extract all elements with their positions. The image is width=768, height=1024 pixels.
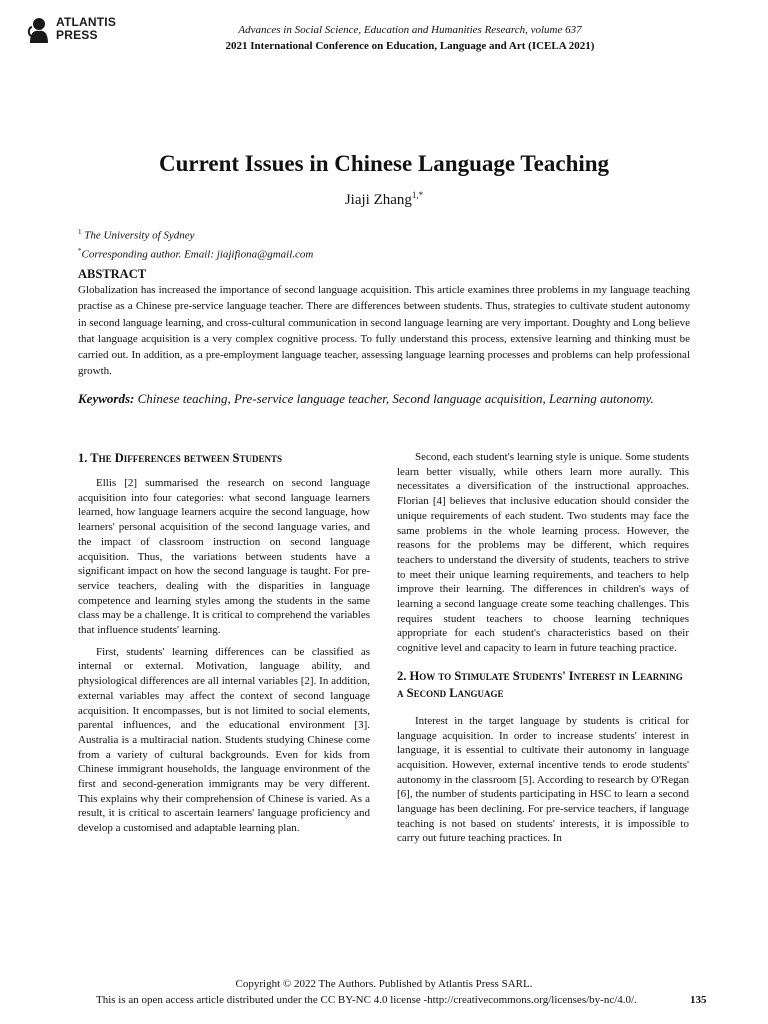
atlas-figure-icon [26,16,52,44]
section1-paragraph-1: Ellis [2] summarised the research on second language acquisition into four categories: what second language learners learned, how language learners acquire the second language, how learners' personal acquisition of the second language varies, and the impact of classroom instruction on second language acquisition. Thus, the variations between students have a significant impact on how the second language is taught. For pre-service teachers, dealing with the disparities in language competence and learning styles among the students in the same class may be a challenge. It is critical to comprehend the variables that influence students' learning. [78,477,370,637]
series-header: Advances in Social Science, Education and Humanities Research, volume 637 [238,24,582,36]
corresponding-line [78,244,313,263]
abstract-heading: ABSTRACT [78,267,147,281]
corresponding-text: Corresponding author. Email: jiajifiona@gmail.com [81,248,314,261]
section1-heading-text: 1. The Differences between Students [78,451,283,465]
section2-paragraph-1: Interest in the target language by students is critical for language acquisition. In order to increase students' interest in language, it is essential to cultivate their autonomy in language acquisition. However, external incentive tends to erode students' autonomy in the classroom [5]. According to research by O'Regan [6], the number of students participating in HSC to learn a second language has been declining. For pre-service teachers, if language teaching is not based on students' interests, it is impossible to carry out future teaching practices. In [397,714,689,845]
author-sup: 1,* [411,190,424,200]
page-number: 135 [690,994,707,1006]
keywords [78,391,690,407]
logo-text-line1: ATLANTIS [56,15,117,29]
section1-paragraph-2: First, students' learning differences can be classified as internal or external. Motivation, language ability, and physiological differences are all internal variables [2]. In addition, external variables may affect the context of second language acquisition. It encompasses, but is not limited to social elements, parental influences, and the educational environment [3]. Australia is a multiracial nation. Students studying Chinese come from a variety of cultural backgrounds. Even for kids from Chinese immigrant households, the language environment of the first and second-generation immigrants may be very different. This explains why their comprehension of Chinese is varied. As a result, it is critical to ascertain learners' language proficiency and develop a customised and adaptable learning plan. [78,645,370,835]
affiliations [78,225,313,262]
publisher-logo [26,16,126,46]
affiliation-line [78,225,313,244]
section1-heading [78,450,370,467]
section2-heading-text: 2. How to Stimulate Students' Interest in Learning a Second Language [397,668,683,700]
section1-paragraph-3: Second, each student's learning style is unique. Some students learn better visually, while others learn more aurally. This necessitates a diversification of the instructional approaches. Florian [4] believes that inclusive education should consider the unique requirements of each student. Two students may face the same problems in the whole learning process. However, the reasons for the problems may be different, which requires teachers to understand the diversity of students, teachers to strive to meet their unique learning requirements, and teachers to help improve their learning. The differences in children's ways of learning a second language create some teaching challenges. This requires student teachers to choose learning techniques appropriate for each student's characteristics based on their cognitive level and capacity to learn in future teaching practice. [397,451,689,655]
license-line: This is an open access article distributed under the CC BY-NC 4.0 license -http://creativecommons.org/licenses/by-nc/4.0/. [96,994,637,1006]
author-name: Jiaji Zhang [344,192,412,208]
affil-sup: 1 [78,228,82,236]
keywords-label: Keywords: [78,391,135,406]
author-line [0,190,768,209]
affiliation-text: The University of Sydney [84,229,195,242]
keywords-text: Chinese teaching, Pre-service language teacher, Second language acquisition, Learning autonomy. [137,391,654,406]
paper-title: Current Issues in Chinese Language Teaching [158,151,610,176]
abstract-text: Globalization has increased the importance of second language acquisition. This article examines three problems in my language teaching practise as a Chinese pre-service language teacher. There are differences between students. Thus, strategies to cultivate student autonomy in second language learning, and cross-cultural communication in second language learning are very important. Doughty and Long believe that language acquisition is a very complex cognitive process. To fully understand this process, extensive learning and thinking must be carried out. In addition, as a pre-employment language teacher, assessing language learning processes and problems can help professional growth. [78,284,690,378]
section2-heading [397,668,689,702]
copyright-line: Copyright © 2022 The Authors. Published by Atlantis Press SARL. [235,978,533,990]
corr-sup: * [78,246,82,255]
conference-header: 2021 International Conference on Education, Language and Art (ICELA 2021) [225,40,595,52]
left-column [78,450,370,843]
logo-text-line2: PRESS [56,28,98,42]
right-column [397,450,689,853]
